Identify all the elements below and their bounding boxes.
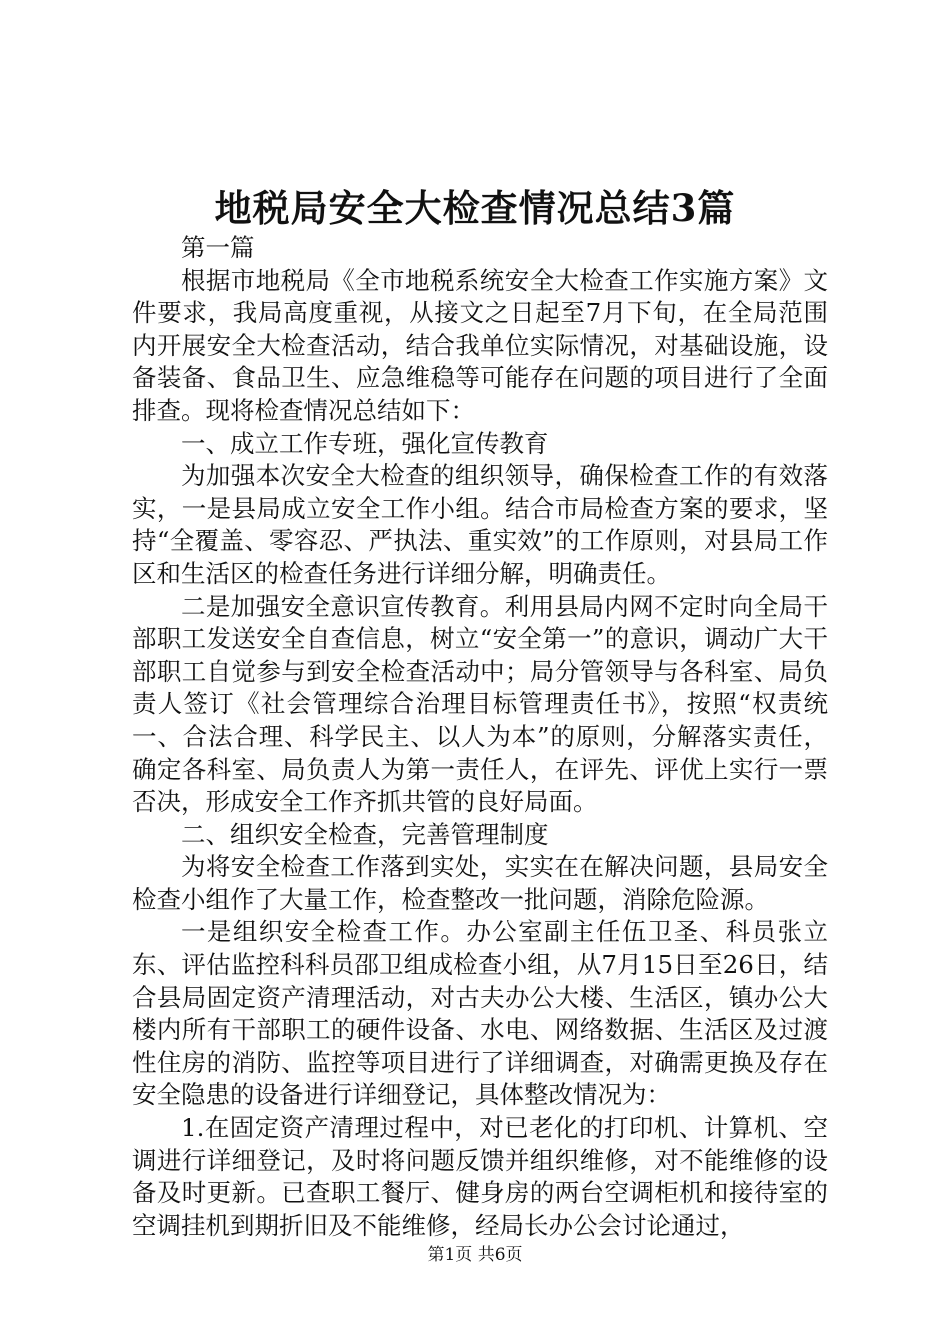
paragraph: 1.在固定资产清理过程中，对已老化的打印机、计算机、空调进行详细登记，及时将问题反馈并组织维修，对不能维修的设备及时更新。已查职工餐厅、健身房的两台空调柜机和接待室的空调挂机到期折旧及不能维修，经局长办公会讨论通过，	[132, 1113, 828, 1240]
paragraph: 二是加强安全意识宣传教育。利用县局内网不定时向全局干部职工发送安全自查信息，树立“安全第一”的意识，调动广大干部职工自觉参与到安全检查活动中；局分管领导与各科室、局负责人签订《社会管理综合治理目标管理责任书》，按照“权责统一、合法合理、科学民主、以人为本”的原则，分解落实责任，确定各科室、局负责人为第一责任人，在评先、评优上实行一票否决，形成安全工作齐抓共管的良好局面。	[132, 591, 828, 817]
section-heading: 一、成立工作专班，强化宣传教育	[181, 428, 549, 458]
paragraph: 为加强本次安全大检查的组织领导，确保检查工作的有效落实，一是县局成立安全工作小组。结合市局检查方案的要求，坚持“全覆盖、零容忍、严执法、重实效”的工作原则，对县局工作区和生活区的检查任务进行详细分解，明确责任。	[132, 461, 828, 588]
paragraph: 一是组织安全检查工作。办公室副主任伍卫圣、科员张立东、评估监控科科员邵卫组成检查小组，从7月15日至26日，结合县局固定资产清理活动，对古夫办公大楼、生活区，镇办公大楼内所有干部职工的硬件设备、水电、网络数据、生活区及过渡性住房的消防、监控等项目进行了详细调查，对确需更换及存在安全隐患的设备进行详细登记，具体整改情况为：	[132, 917, 828, 1110]
section-heading: 二、组织安全检查，完善管理制度	[181, 819, 549, 849]
document-body	[132, 232, 828, 1242]
paragraph: 为将安全检查工作落到实处，实实在在解决问题，县局安全检查小组作了大量工作，检查整改一批问题，消除危险源。	[132, 852, 828, 914]
paragraph: 根据市地税局《全市地税系统安全大检查工作实施方案》文件要求，我局高度重视，从接文之日起至7月下旬，在全局范围内开展安全大检查活动，结合我单位实际情况，对基础设施，设备装备、食品卫生、应急维稳等可能存在问题的项目进行了全面排查。现将检查情况总结如下：	[132, 265, 828, 425]
page-number: 第1页 共6页	[427, 1245, 523, 1265]
section-heading: 第一篇	[181, 233, 255, 262]
document-title: 地税局安全大检查情况总结3篇	[214, 186, 736, 230]
